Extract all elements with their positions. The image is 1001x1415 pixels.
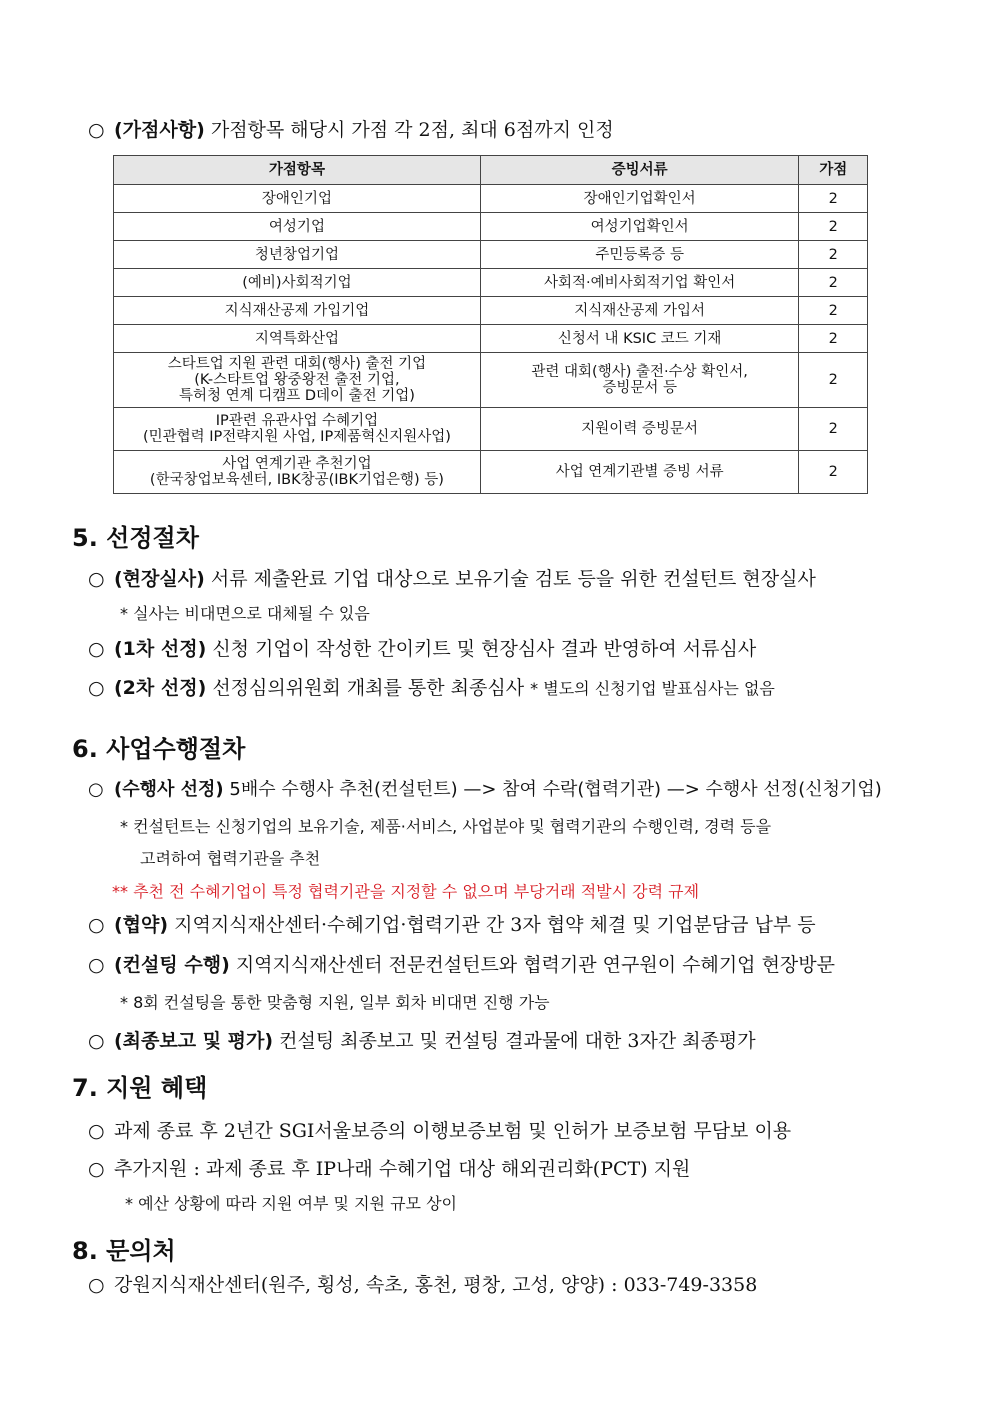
bonus-table xyxy=(113,155,868,494)
cell-score: 2 xyxy=(799,297,868,325)
item-text: 컨설팅 최종보고 및 컨설팅 결과물에 대한 3자간 최종평가 xyxy=(279,1030,756,1052)
item-text: 지역지식재산센터 전문컨설턴트와 협력기관 연구원이 수혜기업 현장방문 xyxy=(235,954,835,976)
table-row xyxy=(114,451,868,494)
section5-item-3 xyxy=(88,676,775,701)
cell-item: 지식재산공제 가입기업 xyxy=(114,297,481,325)
item-label: (최종보고 및 평가) xyxy=(114,1030,274,1052)
section6-note-a2: 고려하여 협력기관을 추천 xyxy=(140,849,321,868)
cell-score: 2 xyxy=(799,408,868,451)
bonus-text: 가점항목 해당시 가점 각 2점, 최대 6점까지 인정 xyxy=(210,119,614,141)
item-label: (컨설팅 수행) xyxy=(114,954,230,976)
cell-line: 사업 연계기관 추천기업 xyxy=(222,456,372,472)
bullet-marker: ○ xyxy=(88,914,105,936)
bullet-marker: ○ xyxy=(88,638,105,660)
item-text: 과제 종료 후 2년간 SGI서울보증의 이행보증보험 및 인허가 보증보험 무담보 이용 xyxy=(114,1120,792,1142)
section6-note-b: * 8회 컨설팅을 통한 맞춤형 지원, 일부 회차 비대면 진행 가능 xyxy=(120,993,550,1012)
item-label: (협약) xyxy=(114,914,169,936)
item-label: (2차 선정) xyxy=(114,677,207,699)
cell-line: (한국창업보육센터, IBK창공(IBK기업은행) 등) xyxy=(149,472,444,488)
section7-title: 7. 지원 혜택 xyxy=(72,1074,208,1102)
cell-score: 2 xyxy=(799,269,868,297)
section5-item-1 xyxy=(88,567,816,591)
cell-score: 2 xyxy=(799,451,868,494)
section6-item-2 xyxy=(88,913,816,937)
item-text: 5배수 수행사 추천(컨설턴트) —> 참여 수락(협력기관) —> 수행사 선정(신청기업) xyxy=(229,779,882,800)
bonus-label: (가점사항) xyxy=(114,119,205,141)
cell-line: (K-스타트업 왕중왕전 출전 기업, xyxy=(194,372,400,388)
bullet-marker: ○ xyxy=(88,568,105,590)
bullet-marker: ○ xyxy=(88,1158,105,1180)
item-label: (1차 선정) xyxy=(114,638,207,660)
cell-score: 2 xyxy=(799,325,868,353)
cell-item xyxy=(114,408,481,451)
table-row xyxy=(114,297,868,325)
cell-item: 청년창업기업 xyxy=(114,241,481,269)
cell-doc: 지원이력 증빙문서 xyxy=(480,408,799,451)
section6-item-3 xyxy=(88,953,835,977)
table-row xyxy=(114,325,868,353)
cell-score: 2 xyxy=(799,213,868,241)
cell-score: 2 xyxy=(799,241,868,269)
cell-doc: 신청서 내 KSIC 코드 기재 xyxy=(480,325,799,353)
cell-item: 장애인기업 xyxy=(114,185,481,213)
cell-line: 특허청 연계 디캠프 D데이 출전 기업) xyxy=(178,388,415,404)
section8-contact xyxy=(88,1273,757,1297)
bullet-marker: ○ xyxy=(88,1030,105,1052)
bullet-marker: ○ xyxy=(88,954,105,976)
section6-item-4 xyxy=(88,1029,756,1053)
bullet-marker: ○ xyxy=(88,779,104,800)
cell-score: 2 xyxy=(799,185,868,213)
cell-item xyxy=(114,451,481,494)
cell-doc: 사회적·예비사회적기업 확인서 xyxy=(480,269,799,297)
cell-item: (예비)사회적기업 xyxy=(114,269,481,297)
contact-text: 강원지식재산센터(원주, 횡성, 속초, 홍천, 평창, 고성, 양양) : 033-749-3358 xyxy=(114,1274,758,1296)
item-text: 선정심의위원회 개최를 통한 최종심사 xyxy=(212,677,525,699)
section5-item-2 xyxy=(88,637,756,661)
bullet-marker: ○ xyxy=(88,1274,105,1296)
item-text: 지역지식재산센터·수혜기업·협력기관 간 3자 협약 체결 및 기업분담금 납부 등 xyxy=(174,914,816,936)
table-row xyxy=(114,353,868,408)
cell-item xyxy=(114,353,481,408)
section5-note: * 실사는 비대면으로 대체될 수 있음 xyxy=(120,604,370,623)
cell-line: 증빙문서 등 xyxy=(602,380,677,396)
item-label: (수행사 선정) xyxy=(114,779,224,800)
table-row xyxy=(114,213,868,241)
section7-note: * 예산 상황에 따라 지원 여부 및 지원 규모 상이 xyxy=(125,1194,457,1213)
bonus-line xyxy=(88,118,614,142)
header-item: 가점항목 xyxy=(114,156,481,185)
cell-line: IP관련 유관사업 수혜기업 xyxy=(215,413,379,429)
item-text: 서류 제출완료 기업 대상으로 보유기술 검토 등을 위한 컨설턴트 현장실사 xyxy=(210,568,816,590)
cell-doc: 사업 연계기관별 증빙 서류 xyxy=(480,451,799,494)
cell-line: 스타트업 지원 관련 대회(행사) 출전 기업 xyxy=(167,356,427,372)
header-doc: 증빙서류 xyxy=(480,156,799,185)
table-header-row xyxy=(114,156,868,185)
cell-doc: 장애인기업확인서 xyxy=(480,185,799,213)
section6-note-a1: * 컨설턴트는 신청기업의 보유기술, 제품·서비스, 사업분야 및 협력기관의 수행인력, 경력 등을 xyxy=(120,817,772,836)
table-row xyxy=(114,408,868,451)
section6-note-red: ** 추천 전 수혜기업이 특정 협력기관을 지정할 수 없으며 부당거래 적발시 강력 규제 xyxy=(112,882,700,901)
item-text: 추가지원 : 과제 종료 후 IP나래 수혜기업 대상 해외권리화(PCT) 지원 xyxy=(114,1158,691,1180)
section8-title: 8. 문의처 xyxy=(72,1237,176,1265)
cell-doc xyxy=(480,353,799,408)
item-label: (현장실사) xyxy=(114,568,205,590)
cell-doc: 여성기업확인서 xyxy=(480,213,799,241)
bullet-marker: ○ xyxy=(88,1120,105,1142)
cell-item: 지역특화산업 xyxy=(114,325,481,353)
cell-doc: 지식재산공제 가입서 xyxy=(480,297,799,325)
section5-title: 5. 선정절차 xyxy=(72,524,199,552)
bullet-marker: ○ xyxy=(88,119,105,141)
bullet-marker: ○ xyxy=(88,677,105,699)
cell-score: 2 xyxy=(799,353,868,408)
cell-line: 관련 대회(행사) 출전·수상 확인서, xyxy=(531,364,748,380)
section7-item-2 xyxy=(88,1157,690,1181)
table-row xyxy=(114,241,868,269)
section6-item-1 xyxy=(88,778,882,802)
cell-line: (민관협력 IP전략지원 사업, IP제품혁신지원사업) xyxy=(142,429,451,445)
cell-item: 여성기업 xyxy=(114,213,481,241)
cell-doc: 주민등록증 등 xyxy=(480,241,799,269)
table-row xyxy=(114,185,868,213)
table-row xyxy=(114,269,868,297)
section6-title: 6. 사업수행절차 xyxy=(72,735,246,763)
section7-item-1 xyxy=(88,1119,791,1143)
item-text: 신청 기업이 작성한 간이키트 및 현장심사 결과 반영하여 서류심사 xyxy=(212,638,757,660)
inline-note: * 별도의 신청기업 발표심사는 없음 xyxy=(530,679,775,698)
header-score: 가점 xyxy=(799,156,868,185)
